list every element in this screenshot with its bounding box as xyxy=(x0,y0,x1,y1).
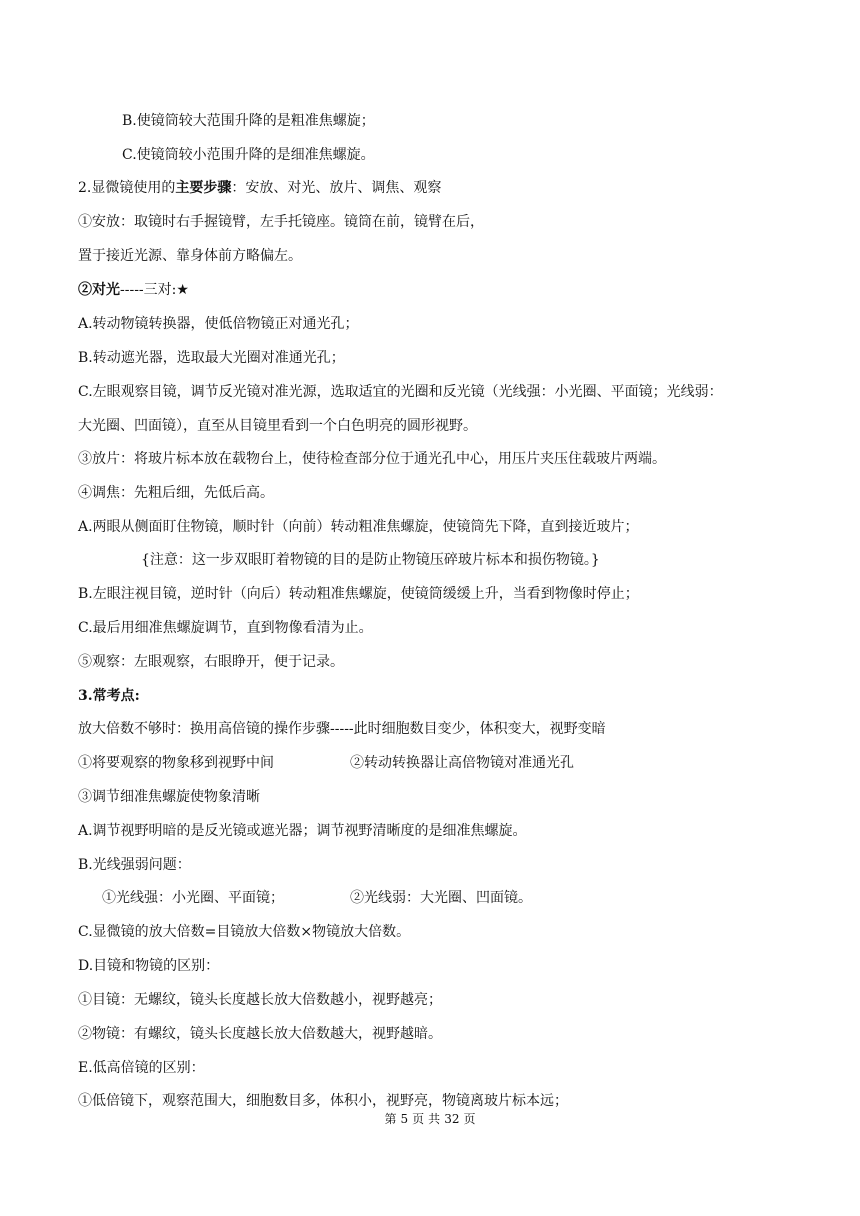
step-bold-label: ②对光 xyxy=(78,282,120,298)
text-line: B.左眼注视目镜，逆时针（向后）转动粗准焦螺旋，使镜筒缓缓上升，当看到物像时停止； xyxy=(78,586,639,602)
text-line: C.左眼观察目镜，调节反光镜对准光源，选取适宜的光圈和反光镜（光线强：小光圈、平面镜；光线弱： xyxy=(78,384,723,400)
two-column-line xyxy=(102,888,802,908)
section-heading-3: 3.常考点: xyxy=(78,688,140,704)
text-line: D.目镜和物镜的区别： xyxy=(78,958,220,974)
note-line: {注意：这一步双眼盯着物镜的目的是防止物镜压碎玻片标本和损伤物镜。} xyxy=(141,552,600,568)
text-line: B.光线强弱问题： xyxy=(78,857,191,873)
footer-ye: 页 xyxy=(412,1112,425,1126)
text-line: C.显微镜的放大倍数=目镜放大倍数×物镜放大倍数。 xyxy=(78,924,411,940)
text-line: E.低高倍镜的区别： xyxy=(78,1060,205,1076)
text-line: 放大倍数不够时：换用高倍镜的操作步骤-----此时细胞数目变少，体积变大，视野变暗 xyxy=(78,721,606,737)
text-line: ①低倍镜下，观察范围大，细胞数目多，体积小，视野亮，物镜离玻片标本远； xyxy=(78,1093,568,1109)
page-number: 5 xyxy=(400,1112,409,1126)
footer-ye: 页 xyxy=(463,1112,476,1126)
text-line: 置于接近光源、靠身体前方略偏左。 xyxy=(78,248,302,264)
text-line: ①目镜：无螺纹，镜头长度越长放大倍数越小，视野越亮； xyxy=(78,992,442,1008)
text-line: A.两眼从侧面盯住物镜，顺时针（向前）转动粗准焦螺旋，使镜筒先下降，直到接近玻片； xyxy=(78,519,639,535)
column-right: ②光线弱：大光圈、凹面镜。 xyxy=(350,890,532,906)
total-pages: 32 xyxy=(444,1112,460,1126)
page-footer xyxy=(0,1111,860,1127)
text-line: 大光圈、凹面镜），直至从目镜里看到一个白色明亮的圆形视野。 xyxy=(78,418,477,434)
column-left: ①将要观察的物象移到视野中间 xyxy=(78,755,274,771)
text-line: ④调焦：先粗后细，先低后高。 xyxy=(78,485,274,501)
text-line: B.使镜筒较大范围升降的是粗准焦螺旋； xyxy=(122,113,375,129)
text-line: B.转动遮光器，选取最大光圈对准通光孔； xyxy=(78,350,345,366)
star-icon: ★ xyxy=(176,282,189,298)
section-heading-2 xyxy=(78,178,441,198)
column-right: ②转动转换器让高倍物镜对准通光孔 xyxy=(350,755,574,771)
text-line: ②物镜：有螺纹，镜头长度越长放大倍数越大，视野越暗。 xyxy=(78,1026,442,1042)
column-left: ①光线强：小光圈、平面镜； xyxy=(102,890,284,906)
text-line: ①安放：取镜时右手握镜臂，左手托镜座。镜筒在前，镜臂在后， xyxy=(78,214,484,230)
text-line: ⑤观察：左眼观察，右眼睁开，便于记录。 xyxy=(78,654,344,670)
text-line: C.使镜筒较小范围升降的是细准焦螺旋。 xyxy=(122,147,375,163)
footer-gong: 共 xyxy=(428,1112,441,1126)
two-column-line xyxy=(78,753,778,773)
heading-bold-term: 主要步骤 xyxy=(175,180,232,196)
text-line: A.调节视野明暗的是反光镜或遮光器；调节视野清晰度的是细准焦螺旋。 xyxy=(78,823,527,839)
text-line: ③放片：将玻片标本放在载物台上，使待检查部分位于通光孔中心，用压片夹压住载玻片两端。 xyxy=(78,451,666,467)
text-line: C.最后用细准焦螺旋调节，直到物像看清为止。 xyxy=(78,620,373,636)
step-heading-duiguang xyxy=(78,280,189,300)
text-line: ③调节细准焦螺旋使物象清晰 xyxy=(78,789,260,805)
footer-di: 第 xyxy=(384,1112,397,1126)
text-line: A.转动物镜转换器，使低倍物镜正对通光孔； xyxy=(78,316,359,332)
heading-suffix: ：安放、对光、放片、调焦、观察 xyxy=(231,180,442,196)
step-rest: -----三对: xyxy=(120,282,177,298)
heading-prefix: 2.显微镜使用的 xyxy=(78,180,176,196)
